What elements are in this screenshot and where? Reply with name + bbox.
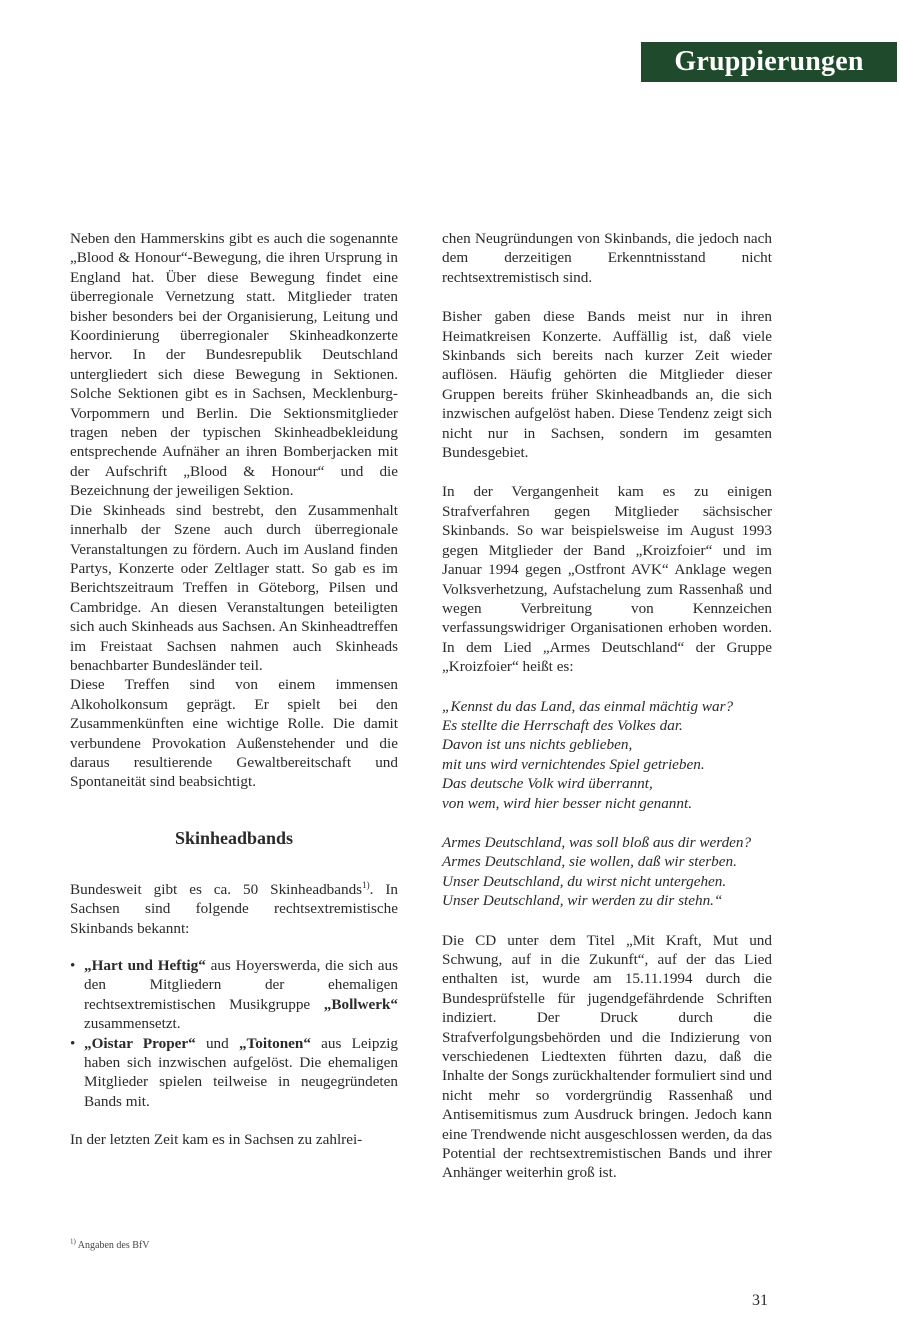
song-lyrics-stanza-2 xyxy=(442,833,772,911)
band-description: aus Leipzig haben sich inzwischen aufgelöst. Die ehemaligen Mitglieder spielen teilweise in neugegründeten Bands mit. xyxy=(84,1034,399,1110)
footnote xyxy=(70,1237,150,1251)
lyric-line: Armes Deutschland, was soll bloß aus dir werden? xyxy=(442,833,752,851)
lyric-line: Unser Deutschland, wir werden zu dir stehn.“ xyxy=(442,892,723,910)
paragraph-heimatkreise: Bisher gaben diese Bands meist nur in ihren Heimatkreisen Konzerte. Auffällig ist, daß viele Skinbands sich bereits nach kurzer Zeit wieder auflösen. Häufig gehörten die Mitglieder dieser Gruppen bereits früher Skinheadbands an, die sich inzwischen aufgelöst haben. Diese Tendenz zeigt sich nicht nur in Sachsen, sondern im gesamten Bundesgebiet. xyxy=(442,308,772,462)
right-column xyxy=(442,229,772,1183)
lyric-line: mit uns wird vernichtendes Spiel getrieben. xyxy=(442,755,705,773)
lyric-line: Davon ist uns nichts geblieben, xyxy=(442,736,633,754)
paragraph-strafverfahren: In der Vergangenheit kam es zu einigen Strafverfahren gegen Mitglieder sächsischer Skinbands. So war beispielsweise im August 1993 gegen Mitglieder der Band „Kroizfoier“ und im Januar 1994 gegen „Ostfront AVK“ Anklage wegen Volksverhetzung, Aufstachelung zum Rassenhaß und wegen Verbreitung von Kennzeichen verfassungswidriger Organisationen erhoben worden. In dem Lied „Armes Deutschland“ der Gruppe „Kroizfoier“ heißt es: xyxy=(442,483,772,676)
band-name: „Toitonen“ xyxy=(238,1034,311,1052)
paragraph-neugruendungen-end: chen Neugründungen von Skinbands, die jedoch nach dem derzeitigen Erkenntnisstand nicht rechtsextremistisch sind. xyxy=(442,230,772,286)
band-name: „Bollwerk“ xyxy=(323,995,398,1013)
lyric-line: Armes Deutschland, sie wollen, daß wir sterben. xyxy=(442,853,737,871)
band-name: „Oistar Proper“ xyxy=(84,1034,196,1052)
paragraph-blood-honour: Neben den Hammerskins gibt es auch die sogenannte „Blood & Honour“-Bewegung, die ihren Ursprung in England hat. Über diese Bewegung findet eine überregionale Vernetzung statt. Mitglieder traten bisher besonders bei der Organisierung, Leitung und Koordinierung überregionaler Skinheadkonzerte hervor. In der Bundesrepublik Deutschland untergliedert sich diese Bewegung in Sektionen. Solche Sektionen gibt es in Sachsen, Mecklenburg-Vorpommern und Berlin. Die Sektionsmitglieder tragen neben der typischen Skinheadbekleidung entsprechende Aufnäher an ihren Bomberjacken mit der Aufschrift „Blood & Honour“ und die Bezeichnung der jeweiligen Sektion. xyxy=(70,230,398,500)
lyric-line: „Kennst du das Land, das einmal mächtig war? xyxy=(442,697,734,715)
song-lyrics-stanza-1 xyxy=(442,697,772,813)
paragraph-cd-indizierung: Die CD unter dem Titel „Mit Kraft, Mut und Schwung, auf in die Zukunft“, auf der das Lied enthalten ist, wurde am 15.11.1994 durch die Bundesprüfstelle für jugendgefährdende Schriften indiziert. Der Druck durch die Strafverfolgungsbehörden und die Indizierung von verschiedenen Liedtexten führten dazu, daß die Inhalte der Songs zurückhaltender formuliert sind und nicht mehr so vordergründig Rassenhaß und Antisemitismus zum Ausdruck bringen. Jedoch kann eine Trendwende nicht ausgeschlossen werden, da das Potential der rechtsextremistischen Bands und ihrer Anhänger weiterhin groß ist. xyxy=(442,931,772,1182)
list-item xyxy=(70,1034,398,1112)
subheading-skinheadbands: Skinheadbands xyxy=(174,827,294,848)
band-description: zusammensetzt. xyxy=(84,1015,181,1033)
bands-intro-tail: . In Sachsen sind folgende rechtsextremistische Skinbands bekannt: xyxy=(70,880,398,937)
section-title-banner: Gruppierungen xyxy=(641,42,897,82)
band-description: aus Hoyerswerda, die sich aus den Mitgliedern der ehemaligen rechtsextremistischen Musikgruppe xyxy=(84,957,398,1013)
lyric-line: Es stellte die Herrschaft des Volkes dar. xyxy=(442,716,683,734)
lyric-line: Unser Deutschland, du wirst nicht untergehen. xyxy=(442,872,727,890)
lyric-line: Das deutsche Volk wird überrannt, xyxy=(442,775,653,793)
band-connector: und xyxy=(195,1034,239,1052)
paragraph-bands-intro xyxy=(70,880,398,938)
page-number: 31 xyxy=(752,1292,768,1309)
paragraph-alkohol: Diese Treffen sind von einem immensen Alkoholkonsum geprägt. Er spielt bei den Zusammenkünften eine wichtige Rolle. Die damit verbundene Provokation Außenstehender und die daraus resultierende Gewaltbereitschaft und Spontaneität sind beabsichtigt. xyxy=(70,676,398,791)
footnote-marker: 1) xyxy=(70,1237,76,1246)
bands-intro-text: Bundesweit gibt es ca. 50 Skinheadbands xyxy=(70,880,363,898)
paragraph-neugruendungen-start: In der letzten Zeit kam es in Sachsen zu zahlrei- xyxy=(70,1131,363,1149)
footnote-reference: 1) xyxy=(362,879,370,890)
left-column xyxy=(70,229,398,1150)
list-item xyxy=(70,956,398,1034)
footnote-text: Angaben des BfV xyxy=(75,1240,150,1251)
paragraph-treffen: Die Skinheads sind bestrebt, den Zusammenhalt innerhalb der Szene auch durch überregionale Veranstaltungen zu fördern. Auch im Ausland finden Partys, Konzerte oder Zeltlager statt. So gab es im Berichtszeitraum Treffen in Göteborg, Pilsen und Cambridge. An diesen Veranstaltungen beteiligten sich auch Skinheads aus Sachsen. An Skinheadtreffen im Freistaat Sachsen nahmen auch Skinheads benachbarter Bundesländer teil. xyxy=(70,501,398,674)
band-name: „Hart und Heftig“ xyxy=(84,957,206,974)
lyric-line: von wem, wird hier besser nicht genannt. xyxy=(442,794,693,812)
band-list xyxy=(70,956,398,1111)
